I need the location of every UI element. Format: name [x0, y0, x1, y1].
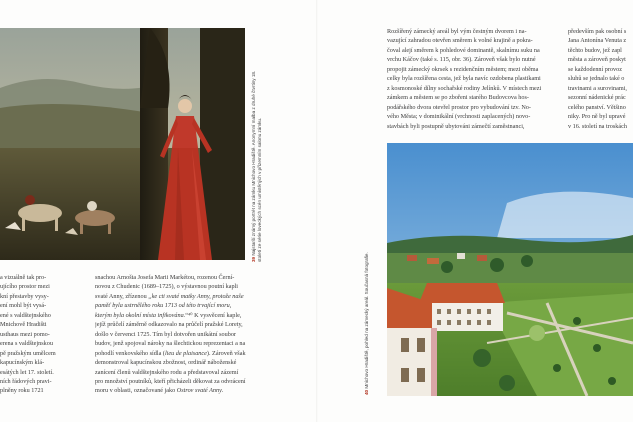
- text-run: ). Zároveň však: [206, 349, 246, 357]
- page-gutter: [316, 0, 318, 422]
- text-line: [95, 320, 305, 329]
- text-column-c: [387, 27, 559, 131]
- text-line: Mnichově Hradišti: [0, 321, 47, 329]
- text-run: svaté Anny, zřízenou: [95, 292, 149, 300]
- italic-text: Ostrov svaté Anny: [176, 387, 222, 395]
- text-line: především pak osobní s: [568, 28, 627, 35]
- painting-caption: [251, 70, 265, 262]
- text-run: demonstroval kapucínskou zbožnost, ordinář náboženské: [95, 359, 237, 367]
- text-run: zanícení členů valdštejnského rodu a představoval zázemí: [95, 368, 239, 376]
- text-line: erena s valdštejnskou: [0, 340, 53, 348]
- text-line: vého Města; v dominikální (vrchnosti zaplacených) novo-: [387, 113, 531, 121]
- text-line: [95, 301, 305, 310]
- text-line: vrchu Káčov (také s. 115, obr. 36). Zároveň však bylo nutné: [387, 56, 536, 64]
- text-line: těchto budov, jež zapl: [568, 46, 622, 54]
- text-run: “⁴⁰ K vysvěcení kaple,: [185, 311, 242, 319]
- text-line: Rozšířený zámecký areál byl vým čestným dvorem i na-: [387, 28, 527, 35]
- text-line: celého panství. Většino: [568, 103, 626, 111]
- text-run: došlo v červenci 1725. Tím byl dotvořen unikátní soubor: [95, 330, 236, 338]
- text-line: vazující zahradou otevřen směrem k volné krajině a pokra-: [387, 37, 533, 45]
- text-column-d: [568, 27, 633, 131]
- text-line: z kosmonoské dílny sochařské rodiny Jelínků. V místech mezi: [387, 84, 542, 92]
- chateau-aerial-photo: [387, 143, 633, 396]
- text-line: a vizuálně tak pro-: [0, 274, 47, 281]
- text-run: jejíž průčelí záměrně odkazovalo na průčelí pražské Lorety,: [95, 321, 243, 329]
- photo-caption-number: 40: [364, 389, 369, 395]
- text-run: moru v oblasti, označované jako: [95, 387, 177, 395]
- text-line: [95, 311, 305, 320]
- text-run: snachou Arnošta Josefa Marii Markétou, rozenou Černí-: [95, 274, 235, 281]
- painting-caption-number: 39: [251, 256, 256, 262]
- text-run: pro množství poutníků, kteří přicházeli děkovat za odvrácení: [95, 377, 246, 385]
- text-column-a: [0, 273, 72, 396]
- italic-text: „ke cti svaté matky Anny, protože naše: [148, 292, 244, 300]
- text-line: kní přestavby vysy-: [0, 292, 49, 300]
- text-line: se každodenní provoz: [568, 65, 622, 73]
- text-line: [95, 282, 305, 291]
- italic-text: paměť byla ustrnělého roku 1713 od této trvající moru,: [95, 302, 232, 310]
- text-run: pohodlí venkovského sídla (: [95, 349, 165, 357]
- painting-illustration: [0, 28, 245, 260]
- text-line: celky byla rozšířena cesta, jež byla navíc ozdobena plastikami: [387, 75, 541, 83]
- text-line: plněny roku 1721: [0, 387, 44, 395]
- text-line: města a zároveň poskyt: [568, 56, 626, 64]
- text-line: [95, 368, 305, 377]
- text-line: [95, 358, 305, 367]
- photo-caption-text: Mnichovo Hradiště, pohled na zámecký areál. Současná fotografie.: [364, 252, 369, 389]
- text-run: .: [221, 387, 224, 395]
- text-line: [95, 273, 305, 282]
- text-line: [95, 349, 305, 358]
- text-line: travinami a surovinami,: [568, 84, 627, 92]
- text-line: podářského dvora otevřel prostor pro vybudování tzv. No-: [387, 103, 531, 111]
- text-line: usthaus mezi pomo-: [0, 330, 50, 338]
- text-line: ení mohl být vysá-: [0, 302, 47, 310]
- text-line: v 16. století na troskách: [568, 122, 627, 130]
- text-line: čoval alejí směrem k pohledové dominantě, skalnímu suku na: [387, 46, 540, 54]
- text-line: niky. Pro ně byl upravé: [568, 113, 626, 121]
- painting-caption-text: Najstarší známý portrét na zámku Mnichovo Hradiště. Anonymní malba z druhé čtvrtiny 18. století ze série loveckých scén umístěných v přízemním salonu zámku.: [251, 70, 262, 262]
- text-line: sluhů se jednalo také o: [568, 75, 625, 83]
- text-line: esátých let 17. století.: [0, 368, 54, 376]
- text-line: Jana Antonína Venuta z: [568, 37, 627, 45]
- text-line: [95, 386, 305, 395]
- italic-text: lieu de plaisance: [164, 349, 207, 357]
- text-run: novou z Chudenic (1689–1725), o výstavnou poutní kapli: [95, 283, 238, 291]
- text-line: [95, 330, 305, 339]
- text-line: [95, 292, 305, 301]
- text-line: [95, 339, 305, 348]
- text-line: stavbách byli postupně ubytováni zámečtí zaměstnanci,: [387, 122, 525, 130]
- text-line: zámkem a městem se po zbořeni starého Budovcova hos-: [387, 94, 529, 102]
- text-line: ujícího prostor mezi: [0, 283, 50, 291]
- photo-caption: [364, 245, 378, 395]
- text-line: [95, 377, 305, 386]
- text-line: sezonní nádenické prác: [568, 94, 626, 102]
- text-line: kapucínským klá-: [0, 359, 45, 367]
- text-column-b: [95, 273, 305, 396]
- text-line: pě pražským umělcem: [0, 349, 56, 357]
- italic-text: kterým byla okolní místa infikována.: [95, 311, 186, 319]
- text-line: ních řádových pravi-: [0, 377, 52, 385]
- text-line: propojit zámecký okrsek s rezidenčním městem; mezi oběma: [387, 65, 539, 73]
- text-run: budov, jenž spojoval nároky na šlechtickou reprezentaci a na: [95, 340, 246, 348]
- text-line: ené s valdštejnského: [0, 311, 51, 319]
